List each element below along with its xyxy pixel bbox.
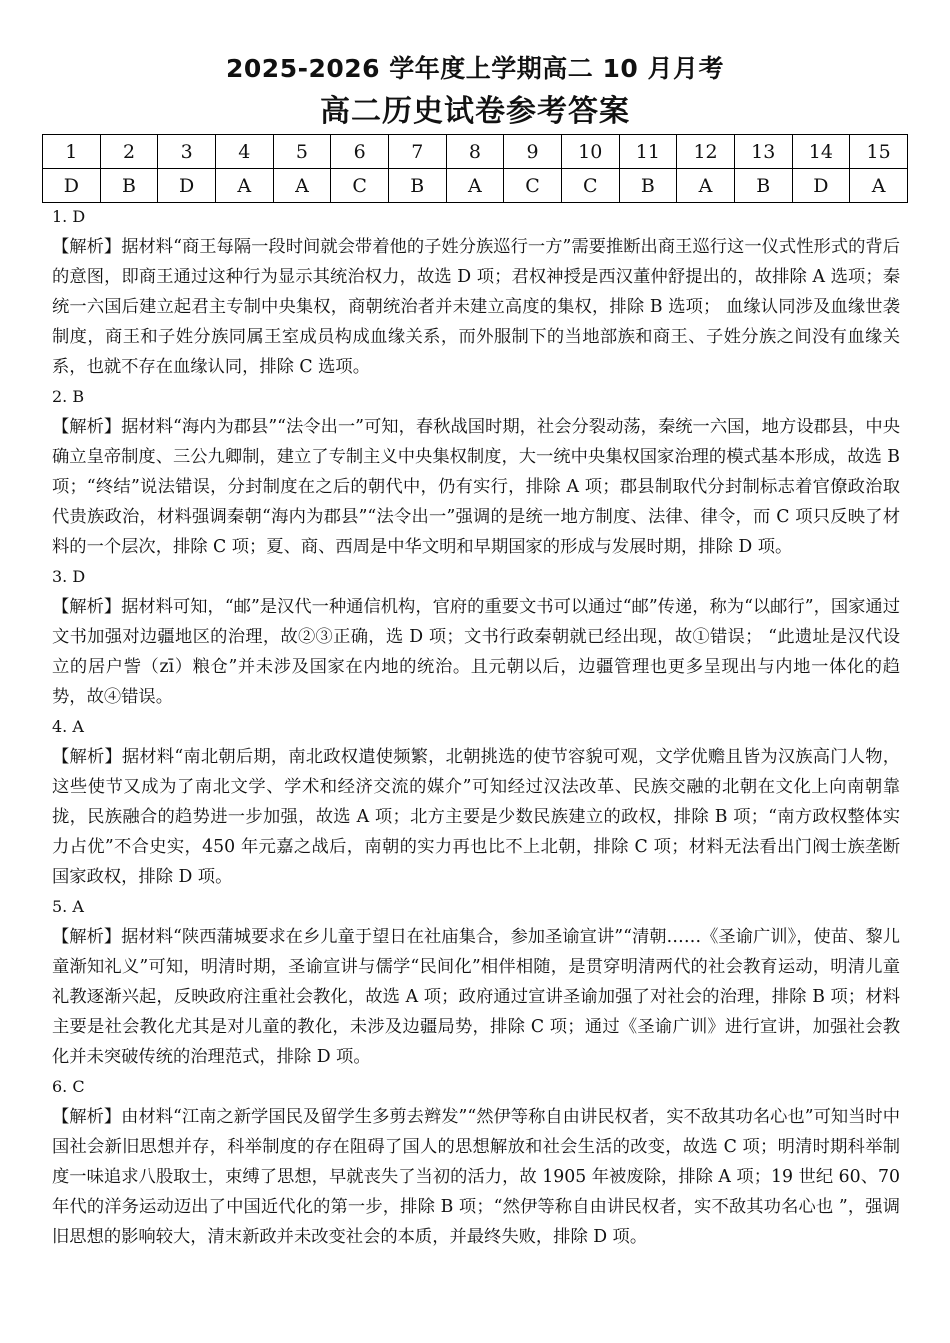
explanation-paragraph: 【解析】据材料“商王每隔一段时间就会带着他的子姓分族巡行一方”需要推断出商王巡行这一仪式性形式的背后的意图，即商王通过这种行为显示其统治权力，故选 D 项；君权神授是西汉董仲舒提出的，故排除 A 选项；秦统一六国后建立起君主专制中央集权，商朝统治者并未建立高度的集权，排除 B 选项； 血缘认同涉及血缘世袭制度，商王和子姓分族同属王室成员构成血缘关系，而外服制下的当地部族和商王、子姓分族之间没有血缘关系，也就不存在血缘认同，排除 C 选项。 [52,237,900,377]
question-label: 2. B [52,387,85,406]
question-number: 8 [446,135,504,169]
explanation-paragraph: 【解析】由材料“江南之新学国民及留学生多剪去辫发”“然伊等称自由讲民权者，实不敌其功名心也”可知当时中国社会新旧思想并存，科举制度的存在阻碍了国人的思想解放和社会生活的改变，故选 C 项；明清时期科举制度一味追求八股取士，束缚了思想，早就丧失了当初的活力，故 1905 年被废除，排除 A 项；19 世纪 60、70 年代的洋务运动迈出了中国近代化的第一步，排除 B 项；“然伊等称自由讲民权者，实不敌其功名心也 ”，强调旧思想的影响较大，清末新政并未改变社会的本质，并最终失败，排除 D 项。 [52,1107,900,1247]
explanation-paragraph: 【解析】据材料可知，“邮”是汉代一种通信机构，官府的重要文书可以通过“邮”传递，称为“以邮行”，国家通过文书加强对边疆地区的治理，故②③正确，选 D 项；文书行政秦朝就已经出现，故①错误； “此遗址是汉代设立的居户訾（zī）粮仓”并未涉及国家在内地的统治。且元朝以后，边疆管理也更多呈现出与内地一体化的趋势，故④错误。 [52,597,900,707]
answer-letter: D [792,169,850,203]
explanation-paragraph: 【解析】据材料“南北朝后期，南北政权遣使频繁，北朝挑选的使节容貌可观，文学优赡且皆为汉族高门人物，这些使节又成为了南北文学、学术和经济交流的媒介”可知经过汉法改革、民族交融的北朝在文化上向南朝靠拢，民族融合的趋势进一步加强，故选 A 项；北方主要是少数民族建立的政权，排除 B 项；“南方政权整体实力占优”不合史实，450 年元嘉之战后，南朝的实力再也比不上北朝，排除 C 项；材料无法看出门阀士族垄断国家政权，排除 D 项。 [52,747,900,887]
answer-letter: B [100,169,158,203]
question-number: 13 [734,135,792,169]
question-label: 3. D [52,567,86,586]
question-number: 7 [388,135,446,169]
answer-letter: C [331,169,389,203]
answer-letter: D [43,169,101,203]
answer-letter: A [273,169,331,203]
answer-letter: C [561,169,619,203]
question-number: 10 [561,135,619,169]
answer-letter: B [734,169,792,203]
question-label: 1. D [52,207,86,226]
answer-row [43,169,908,203]
question-label: 5. A [52,897,84,916]
answer-letter: A [677,169,735,203]
question-number: 6 [331,135,389,169]
explanations [52,202,900,1252]
question-number: 4 [215,135,273,169]
explanation-paragraph: 【解析】据材料“陕西蒲城要求在乡儿童于望日在社庙集合，参加圣谕宣讲”“清朝……《圣谕广训》，使苗、黎儿童渐知礼义”可知，明清时期，圣谕宣讲与儒学“民间化”相伴相随，是贯穿明清两代的社会教育运动，明清儿童礼教逐渐兴起，反映政府注重社会教化，故选 A 项；政府通过宣讲圣谕加强了对社会的治理，排除 B 项；材料主要是社会教化尤其是对儿童的教化，未涉及边疆局势，排除 C 项；通过《圣谕广训》进行宣讲，加强社会教化并未突破传统的治理范式，排除 D 项。 [52,927,900,1067]
question-number: 2 [100,135,158,169]
question-number: 1 [43,135,101,169]
exam-title: 2025-2026 学年度上学期高二 10 月月考 [226,54,724,83]
explanation-paragraph: 【解析】据材料“海内为郡县”“法令出一”可知，春秋战国时期，社会分裂动荡，秦统一六国，地方设郡县，中央确立皇帝制度、三公九卿制，建立了专制主义中央集权制度，大一统中央集权国家治理的模式基本形成，故选 B 项；“终结”说法错误，分封制度在之后的朝代中，仍有实行，排除 A 项；郡县制取代分封制标志着官僚政治取代贵族政治，材料强调秦朝“海内为郡县”“法令出一”强调的是统一地方制度、法律、律令，而 C 项只反映了材料的一个层次，排除 C 项；夏、商、西周是中华文明和早期国家的形成与发展时期，排除 D 项。 [52,417,900,557]
answer-letter: B [619,169,677,203]
answer-letter: C [504,169,562,203]
question-number-row [43,135,908,169]
question-number: 12 [677,135,735,169]
answer-letter: A [850,169,908,203]
question-number: 9 [504,135,562,169]
question-number: 11 [619,135,677,169]
question-label: 4. A [52,717,84,736]
question-number: 15 [850,135,908,169]
answer-letter: A [446,169,504,203]
question-label: 6. C [52,1077,85,1096]
answer-key-title: 高二历史试卷参考答案 [320,94,630,129]
answer-letter: D [158,169,216,203]
question-number: 3 [158,135,216,169]
answer-letter: A [215,169,273,203]
answer-table [42,134,908,203]
question-number: 14 [792,135,850,169]
answer-letter: B [388,169,446,203]
question-number: 5 [273,135,331,169]
